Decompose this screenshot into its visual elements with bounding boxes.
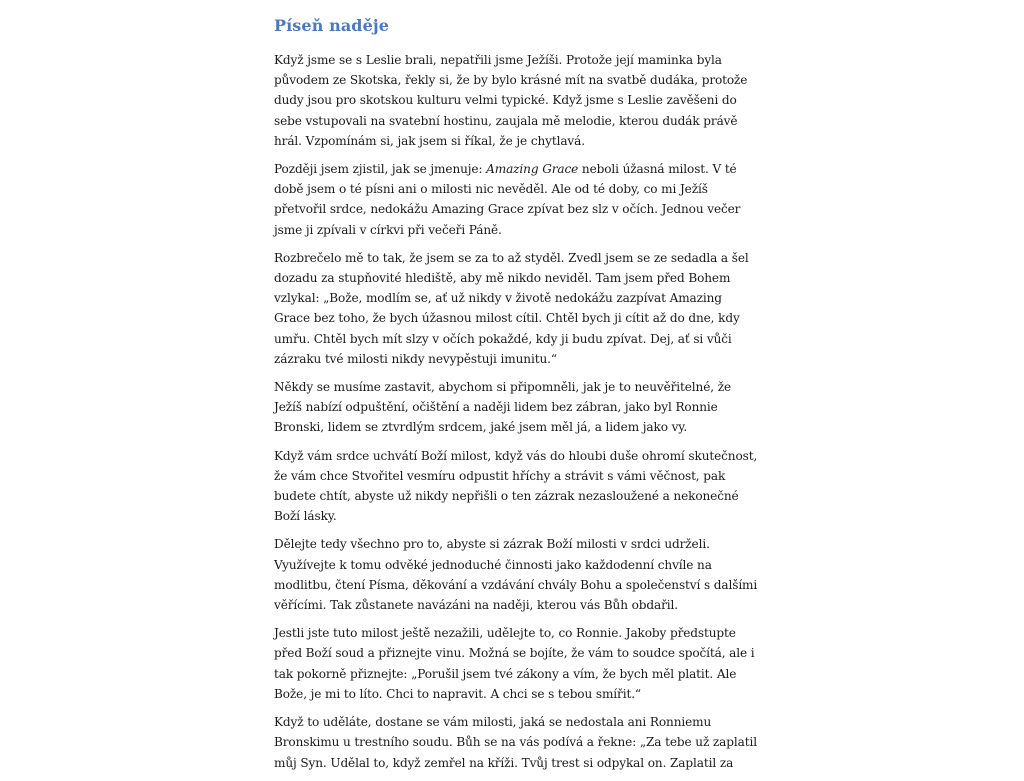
paragraph-2-text-end: neboli úžasná milost. V té době jsem o té písni ani o milosti nic nevěděl. Ale od té doby, co mi Ježíš přetvořil srdce, nedokážu Amazing Grace zpívat bez slz v očích. Jednou večer jsme ji zpívali v církvi při večeři Páně.	[274, 162, 741, 237]
paragraph-8: Když to uděláte, dostane se vám milosti, jaká se nedostala ani Ronniemu Bronskimu u trestního soudu. Bůh se na vás podívá a řekne: „Za tebe už zaplatil můj Syn. Udělal to, když zemřel na kříži. Tvůj trest si odpykal on. Zaplatil za	[274, 715, 757, 770]
song-title-italic: Amazing Grace	[486, 162, 579, 177]
paragraph-7: Jestli jste tuto milost ještě nezažili, udělejte to, co Ronnie. Jakoby předstupte před Boží soud a přiznejte vinu. Možná se bojíte, že vám to soudce spočítá, ale i tak pokorně přiznejte: „Porušil jsem tvé zákony a vím, že bych měl platit. Ale Bože, je mi to líto. Chci to napravit. A chci se s tebou smířit.“	[274, 626, 755, 701]
paragraph-2	[274, 159, 758, 240]
paragraph-5: Když vám srdce uchvátí Boží milost, když vás do hloubi duše ohromí skutečnost, že vám chce Stvořitel vesmíru odpustit hříchy a strávit s vámi věčnost, pak budete chtít, abyste už nikdy nepřišli o ten zázrak nezasloužené a nekonečné Boží lásky.	[274, 448, 758, 524]
paragraph-2-text-start: Později jsem zjistil, jak se jmenuje:	[274, 162, 487, 177]
paragraph-3: Rozbrečelo mě to tak, že jsem se za to až styděl. Zvedl jsem se ze sedadla a šel dozadu za stupňovité hlediště, aby mě nikdo neviděl. Tam jsem před Bohem vzlykal: „Bože, modlím se, ať už nikdy v životě nedokážu zazpívat Amazing Grace bez toho, že bych úžasnou milost cítil. Chtěl bych ji cítit až do dne, kdy umřu. Chtěl bych mít slzy v očích pokaždé, kdy ji budu zpívat. Dej, ať si vůči zázraku tvé milosti nikdy nevypěstuji imunitu.“	[274, 250, 749, 366]
document-page	[274, 14, 758, 781]
paragraph-4: Někdy se musíme zastavit, abychom si připomněli, jak je to neuvěřitelné, že Ježíš nabízí odpuštění, očištění a naději lidem bez zábran, jako byl Ronnie Bronski, lidem se ztvrdlým srdcem, jaké jsem měl já, a lidem jako vy.	[274, 380, 731, 435]
paragraph-1: Když jsme se s Leslie brali, nepatřili jsme Ježíši. Protože její maminka byla původem ze Skotska, řekly si, že by bylo krásné mít na svatbě dudáka, protože dudy jsou pro skotskou kulturu velmi typické. Když jsme s Leslie zavěšeni do sebe vstupovali na svatební hostinu, zaujala mě melodie, kterou dudák právě hrál. Vzpomínám si, jak jsem si říkal, že je chytlavá.	[274, 53, 748, 148]
paragraph-6: Dělejte tedy všechno pro to, abyste si zázrak Boží milosti v srdci udrželi. Využívejte k tomu odvěké jednoduché činnosti jako každodenní chvíle na modlitbu, čtení Písma, děkování a vzdávání chvály Bohu a společenství s dalšími věřícími. Tak zůstanete navázáni na naději, kterou vás Bůh obdařil.	[274, 537, 758, 613]
document-title: Píseň naděje	[274, 16, 390, 35]
